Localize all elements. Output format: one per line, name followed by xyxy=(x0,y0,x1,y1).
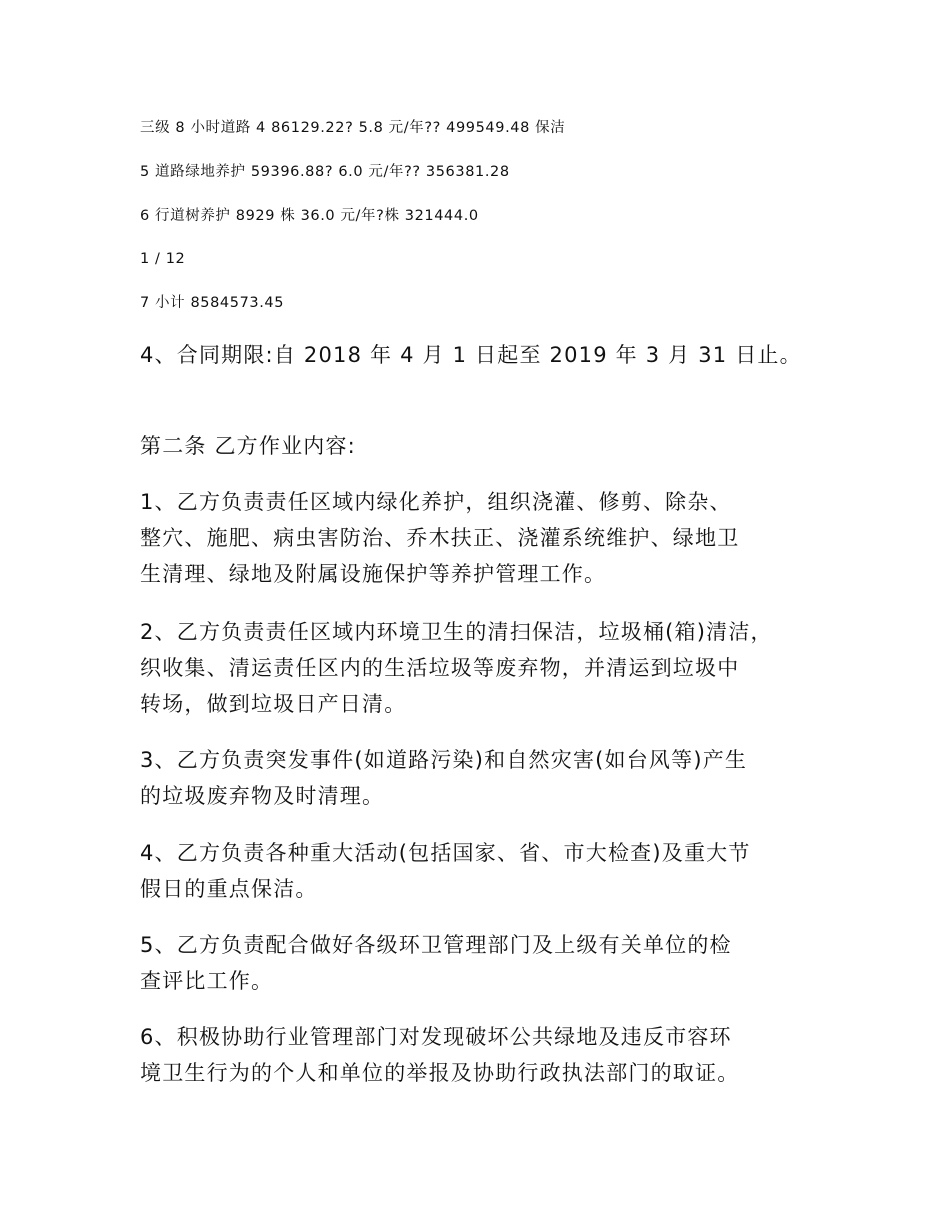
table-line-subtotal: 7 小计 8584573.45 xyxy=(140,295,285,311)
item-6-line-2: 境卫生行为的个人和单位的举报及协助行政执法部门的取证。 xyxy=(140,1061,740,1085)
item-4-line-2: 假日的重点保洁。 xyxy=(140,877,318,901)
item-2-line-3: 转场，做到垃圾日产日清。 xyxy=(140,692,407,716)
item-1-line-2: 整穴、施肥、病虫害防治、乔木扶正、浇灌系统维护、绿地卫 xyxy=(140,526,740,550)
article-two-title: 第二条 乙方作业内容: xyxy=(140,434,356,458)
item-2-line-1: 2、乙方负责责任区域内环境卫生的清扫保洁，垃圾桶(箱)清洁， xyxy=(140,620,773,644)
item-2 xyxy=(140,614,773,722)
item-2-line-2: 织收集、清运责任区内的生活垃圾等废弃物，并清运到垃圾中 xyxy=(140,656,740,680)
item-3 xyxy=(140,742,747,814)
item-5-line-1: 5、乙方负责配合做好各级环卫管理部门及上级有关单位的检 xyxy=(140,933,732,957)
item-4 xyxy=(140,835,751,907)
item-3-line-2: 的垃圾废弃物及时清理。 xyxy=(140,784,385,808)
item-6-line-1: 6、积极协助行业管理部门对发现破坏公共绿地及违反市容环 xyxy=(140,1025,732,1049)
item-6 xyxy=(140,1019,739,1091)
table-line-green-maintenance: 5 道路绿地养护 59396.88? 6.0 元/年?? 356381.28 xyxy=(140,164,510,180)
item-4-line-1: 4、乙方负责各种重大活动(包括国家、省、市大检查)及重大节 xyxy=(140,841,751,865)
item-5-line-2: 查评比工作。 xyxy=(140,969,274,993)
contract-term: 4、合同期限:自 2018 年 4 月 1 日起至 2019 年 3 月 31 日止。 xyxy=(140,343,802,367)
table-line-street-trees: 6 行道树养护 8929 株 36.0 元/年?株 321444.0 xyxy=(140,208,479,224)
item-1-line-3: 生清理、绿地及附属设施保护等养护管理工作。 xyxy=(140,562,607,586)
item-5 xyxy=(140,927,732,999)
item-1 xyxy=(140,484,739,592)
item-1-line-1: 1、乙方负责责任区域内绿化养护，组织浇灌、修剪、除杂、 xyxy=(140,490,732,514)
page-number: 1 / 12 xyxy=(140,251,186,267)
item-3-line-1: 3、乙方负责突发事件(如道路污染)和自然灾害(如台风等)产生 xyxy=(140,748,748,772)
table-line-road-cleaning: 三级 8 小时道路 4 86129.22? 5.8 元/年?? 499549.48 保洁 xyxy=(140,120,566,136)
